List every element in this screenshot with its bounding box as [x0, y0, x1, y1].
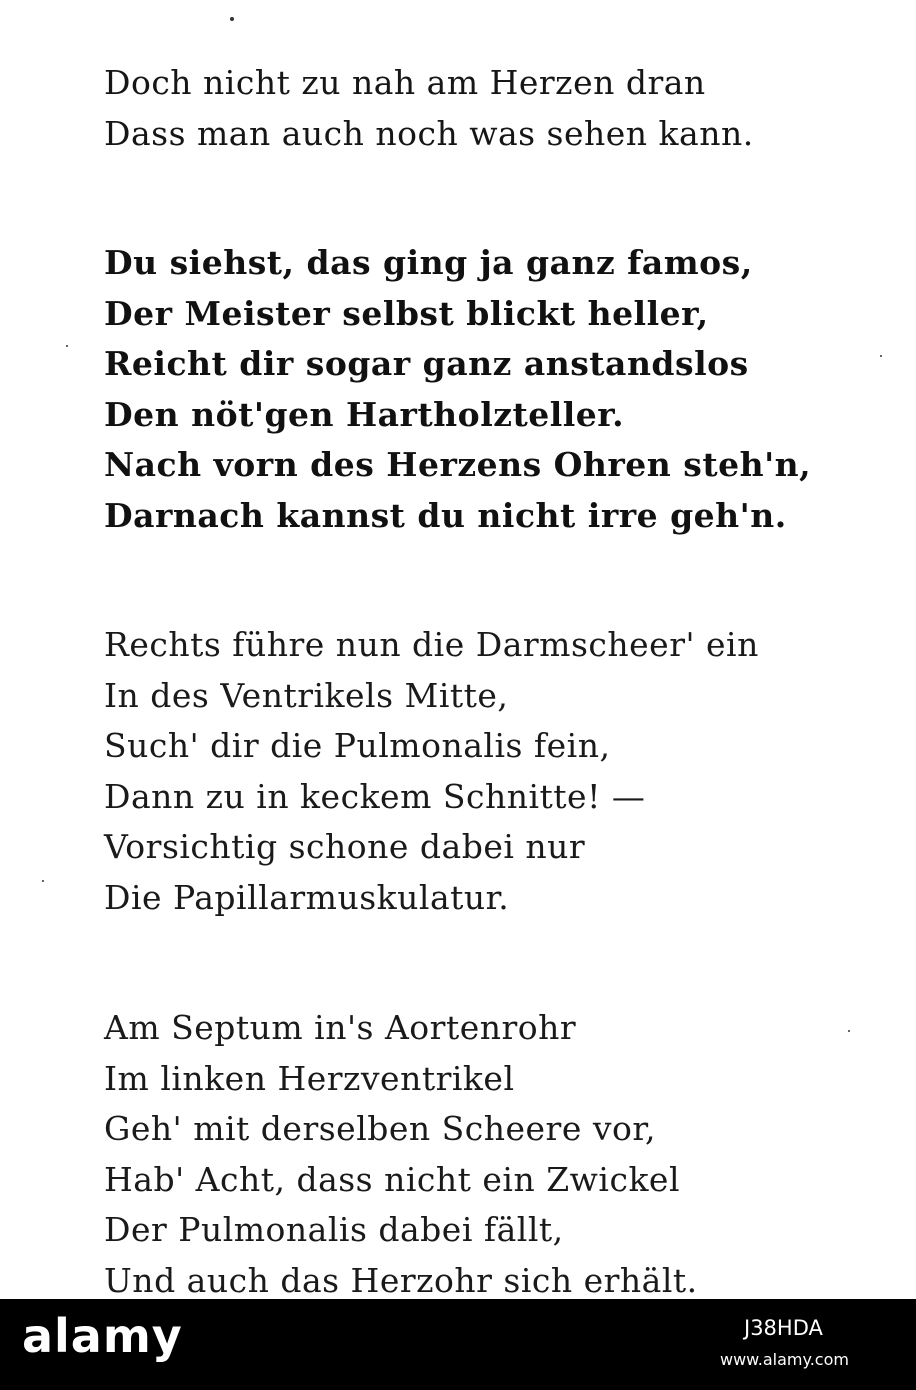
poem-line: Der Meister selbst blickt heller,	[104, 293, 709, 333]
poem-line: Vorsichtig schone dabei nur	[104, 827, 586, 866]
poem-line: Rechts führe nun die Darmscheer' ein	[104, 625, 759, 664]
poem-line: Reicht dir sogar ganz anstandslos	[104, 344, 749, 383]
poem-line: Such' dir die Pulmonalis fein,	[104, 726, 611, 765]
ink-speck	[230, 17, 234, 21]
site-url: www.alamy.com	[720, 1350, 849, 1369]
poem-line: Am Septum in's Aortenrohr	[104, 1008, 577, 1047]
image-id: J38HDA	[744, 1316, 823, 1340]
poem-line: Hab' Acht, dass nicht ein Zwickel	[104, 1159, 681, 1199]
poem-line: Und auch das Herzohr sich erhält.	[104, 1260, 698, 1299]
poem-line: Du siehst, das ging ja ganz famos,	[104, 243, 753, 282]
poem-line: Die Papillarmuskulatur.	[104, 877, 510, 917]
poem-line: Dann zu in keckem Schnitte! —	[104, 776, 646, 816]
stanza	[104, 58, 884, 159]
poem-line: Der Pulmonalis dabei fällt,	[104, 1210, 564, 1249]
poem-line: Nach vorn des Herzens Ohren steh'n,	[104, 445, 812, 484]
poem-line: Darnach kannst du nicht irre geh'n.	[104, 495, 787, 535]
stanza	[104, 238, 884, 541]
stanza	[104, 1003, 884, 1299]
poem-line: Dass man auch noch was sehen kann.	[104, 113, 754, 153]
poem-line: Den nöt'gen Hartholzteller.	[104, 394, 625, 434]
poem	[104, 58, 884, 1299]
poem-line: Doch nicht zu nah am Herzen dran	[104, 63, 706, 102]
poem-line: Im linken Herzventrikel	[104, 1058, 515, 1098]
poem-line: In des Ventrikels Mitte,	[104, 675, 509, 715]
ink-speck	[42, 880, 44, 882]
ink-speck	[66, 345, 68, 347]
poem-line: Geh' mit derselben Scheere vor,	[104, 1109, 656, 1148]
brand-logo: alamy	[22, 1309, 183, 1363]
stanza	[104, 620, 884, 923]
